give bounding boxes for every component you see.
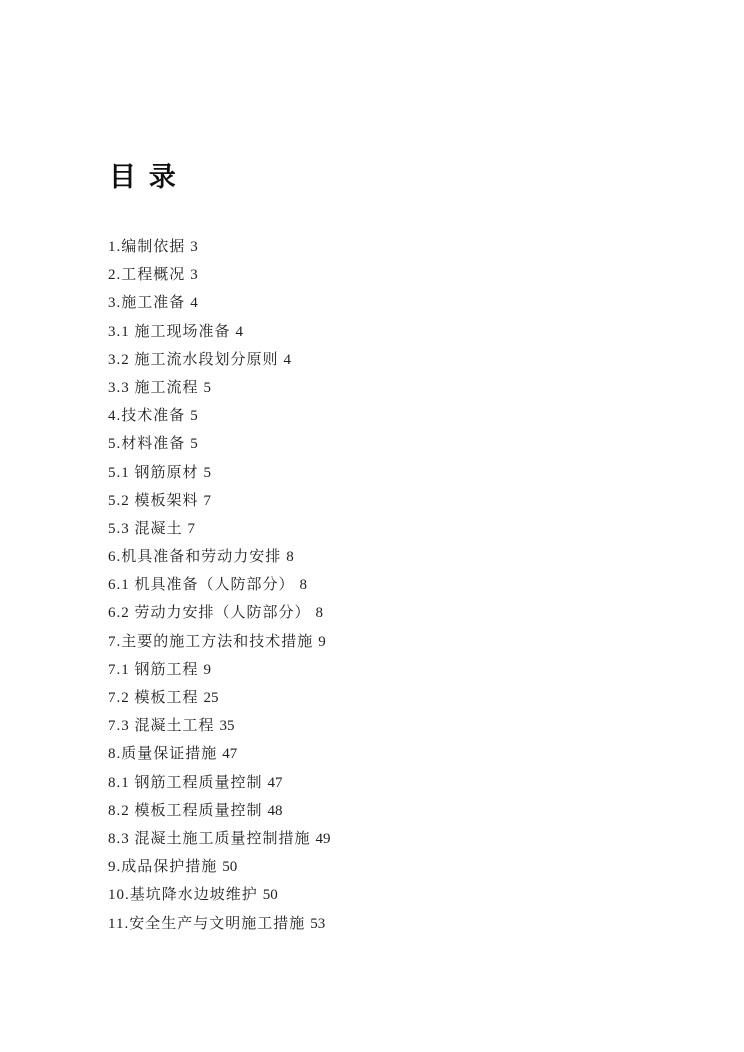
toc-entry-label: 8.3 混凝土施工质量控制措施 bbox=[108, 830, 311, 847]
toc-entry-label: 9.成品保护措施 bbox=[108, 859, 218, 876]
toc-entry[interactable] bbox=[108, 487, 331, 515]
toc-entry-label: 2.工程概况 bbox=[108, 267, 186, 284]
toc-entry-page: 8 bbox=[315, 605, 324, 622]
page-title: 目 录 bbox=[109, 162, 179, 192]
toc-entry-page: 50 bbox=[222, 859, 238, 876]
toc-entry-label: 4.技术准备 bbox=[108, 408, 186, 425]
toc-entry-label: 6.2 劳动力安排（人防部分） bbox=[108, 605, 311, 622]
toc-entry-page: 9 bbox=[203, 661, 212, 678]
toc-entry-label: 3.2 施工流水段划分原则 bbox=[108, 351, 279, 368]
toc-entry-page: 5 bbox=[190, 408, 198, 425]
toc-entry[interactable] bbox=[108, 853, 331, 881]
toc-entry-label: 7.2 模板工程 bbox=[108, 690, 199, 706]
toc-entry-page: 35 bbox=[219, 718, 235, 735]
toc-entry[interactable] bbox=[108, 233, 331, 261]
toc-entry-label: 10.基坑降水边坡维护 bbox=[108, 887, 258, 904]
toc-entry-page: 4 bbox=[235, 323, 244, 340]
toc-entry-label: 5.1 钢筋原材 bbox=[108, 464, 199, 481]
toc-entry[interactable] bbox=[108, 543, 331, 571]
toc-entry[interactable] bbox=[108, 515, 331, 543]
toc-entry-page: 47 bbox=[267, 774, 283, 791]
toc-entry-label: 3.3 施工流程 bbox=[108, 379, 199, 396]
toc-entry[interactable] bbox=[108, 261, 331, 289]
toc-entry[interactable] bbox=[108, 318, 331, 346]
toc-entry[interactable] bbox=[108, 459, 331, 487]
toc-entry[interactable] bbox=[108, 402, 331, 430]
toc-entry-label: 6.机具准备和劳动力安排 bbox=[108, 549, 282, 566]
toc-entry-label: 5.3 混凝土 bbox=[108, 520, 183, 537]
toc-entry-label: 5.材料准备 bbox=[108, 436, 186, 453]
toc-entry-label: 6.1 机具准备（人防部分） bbox=[108, 577, 295, 594]
toc-entry-page: 50 bbox=[262, 887, 278, 904]
toc-entry-label: 3.1 施工现场准备 bbox=[108, 323, 231, 340]
toc-entry[interactable] bbox=[108, 430, 331, 458]
toc-entry-label: 5.2 模板架料 bbox=[108, 492, 199, 509]
toc-entry-page: 7 bbox=[187, 520, 196, 537]
toc-entry-label: 3.施工准备 bbox=[108, 295, 186, 312]
toc-entry-page: 3 bbox=[190, 267, 198, 284]
toc-entry[interactable] bbox=[108, 910, 331, 938]
toc-entry-page: 5 bbox=[203, 464, 212, 481]
toc-entry-page: 8 bbox=[286, 549, 294, 566]
toc-entry-label: 11.安全生产与文明施工措施 bbox=[108, 915, 306, 932]
toc-list bbox=[108, 233, 331, 938]
toc-entry[interactable] bbox=[108, 797, 331, 825]
toc-entry-page: 4 bbox=[190, 295, 198, 312]
toc-entry-label: 8.2 模板工程质量控制 bbox=[108, 802, 263, 819]
toc-entry-label: 8.质量保证措施 bbox=[108, 746, 218, 763]
toc-entry[interactable] bbox=[108, 712, 331, 740]
toc-entry-page: 5 bbox=[203, 379, 212, 396]
toc-entry[interactable] bbox=[108, 289, 331, 317]
toc-entry[interactable] bbox=[108, 740, 331, 768]
toc-entry-page: 3 bbox=[190, 239, 198, 255]
toc-entry[interactable] bbox=[108, 628, 331, 656]
toc-entry-page: 8 bbox=[299, 577, 308, 594]
toc-entry-label: 1.编制依据 bbox=[108, 239, 186, 255]
toc-entry[interactable] bbox=[108, 769, 331, 797]
toc-entry[interactable] bbox=[108, 881, 331, 909]
toc-entry-page: 48 bbox=[267, 802, 283, 819]
toc-entry[interactable] bbox=[108, 825, 331, 853]
toc-entry-page: 9 bbox=[318, 633, 326, 650]
toc-entry-page: 4 bbox=[283, 351, 292, 368]
toc-entry[interactable] bbox=[108, 656, 331, 684]
toc-entry[interactable] bbox=[108, 374, 331, 402]
toc-entry-label: 8.1 钢筋工程质量控制 bbox=[108, 774, 263, 791]
toc-entry-label: 7.主要的施工方法和技术措施 bbox=[108, 633, 314, 650]
toc-entry-page: 7 bbox=[203, 492, 212, 509]
toc-entry[interactable] bbox=[108, 346, 331, 374]
toc-entry-page: 25 bbox=[203, 690, 219, 706]
toc-entry-page: 47 bbox=[222, 746, 238, 763]
toc-entry-label: 7.3 混凝土工程 bbox=[108, 718, 215, 735]
toc-entry[interactable] bbox=[108, 684, 331, 712]
toc-entry-page: 49 bbox=[315, 830, 331, 847]
toc-entry-page: 53 bbox=[310, 915, 326, 932]
toc-entry-label: 7.1 钢筋工程 bbox=[108, 661, 199, 678]
toc-entry[interactable] bbox=[108, 571, 331, 599]
toc-entry[interactable] bbox=[108, 599, 331, 627]
toc-entry-page: 5 bbox=[190, 436, 198, 453]
